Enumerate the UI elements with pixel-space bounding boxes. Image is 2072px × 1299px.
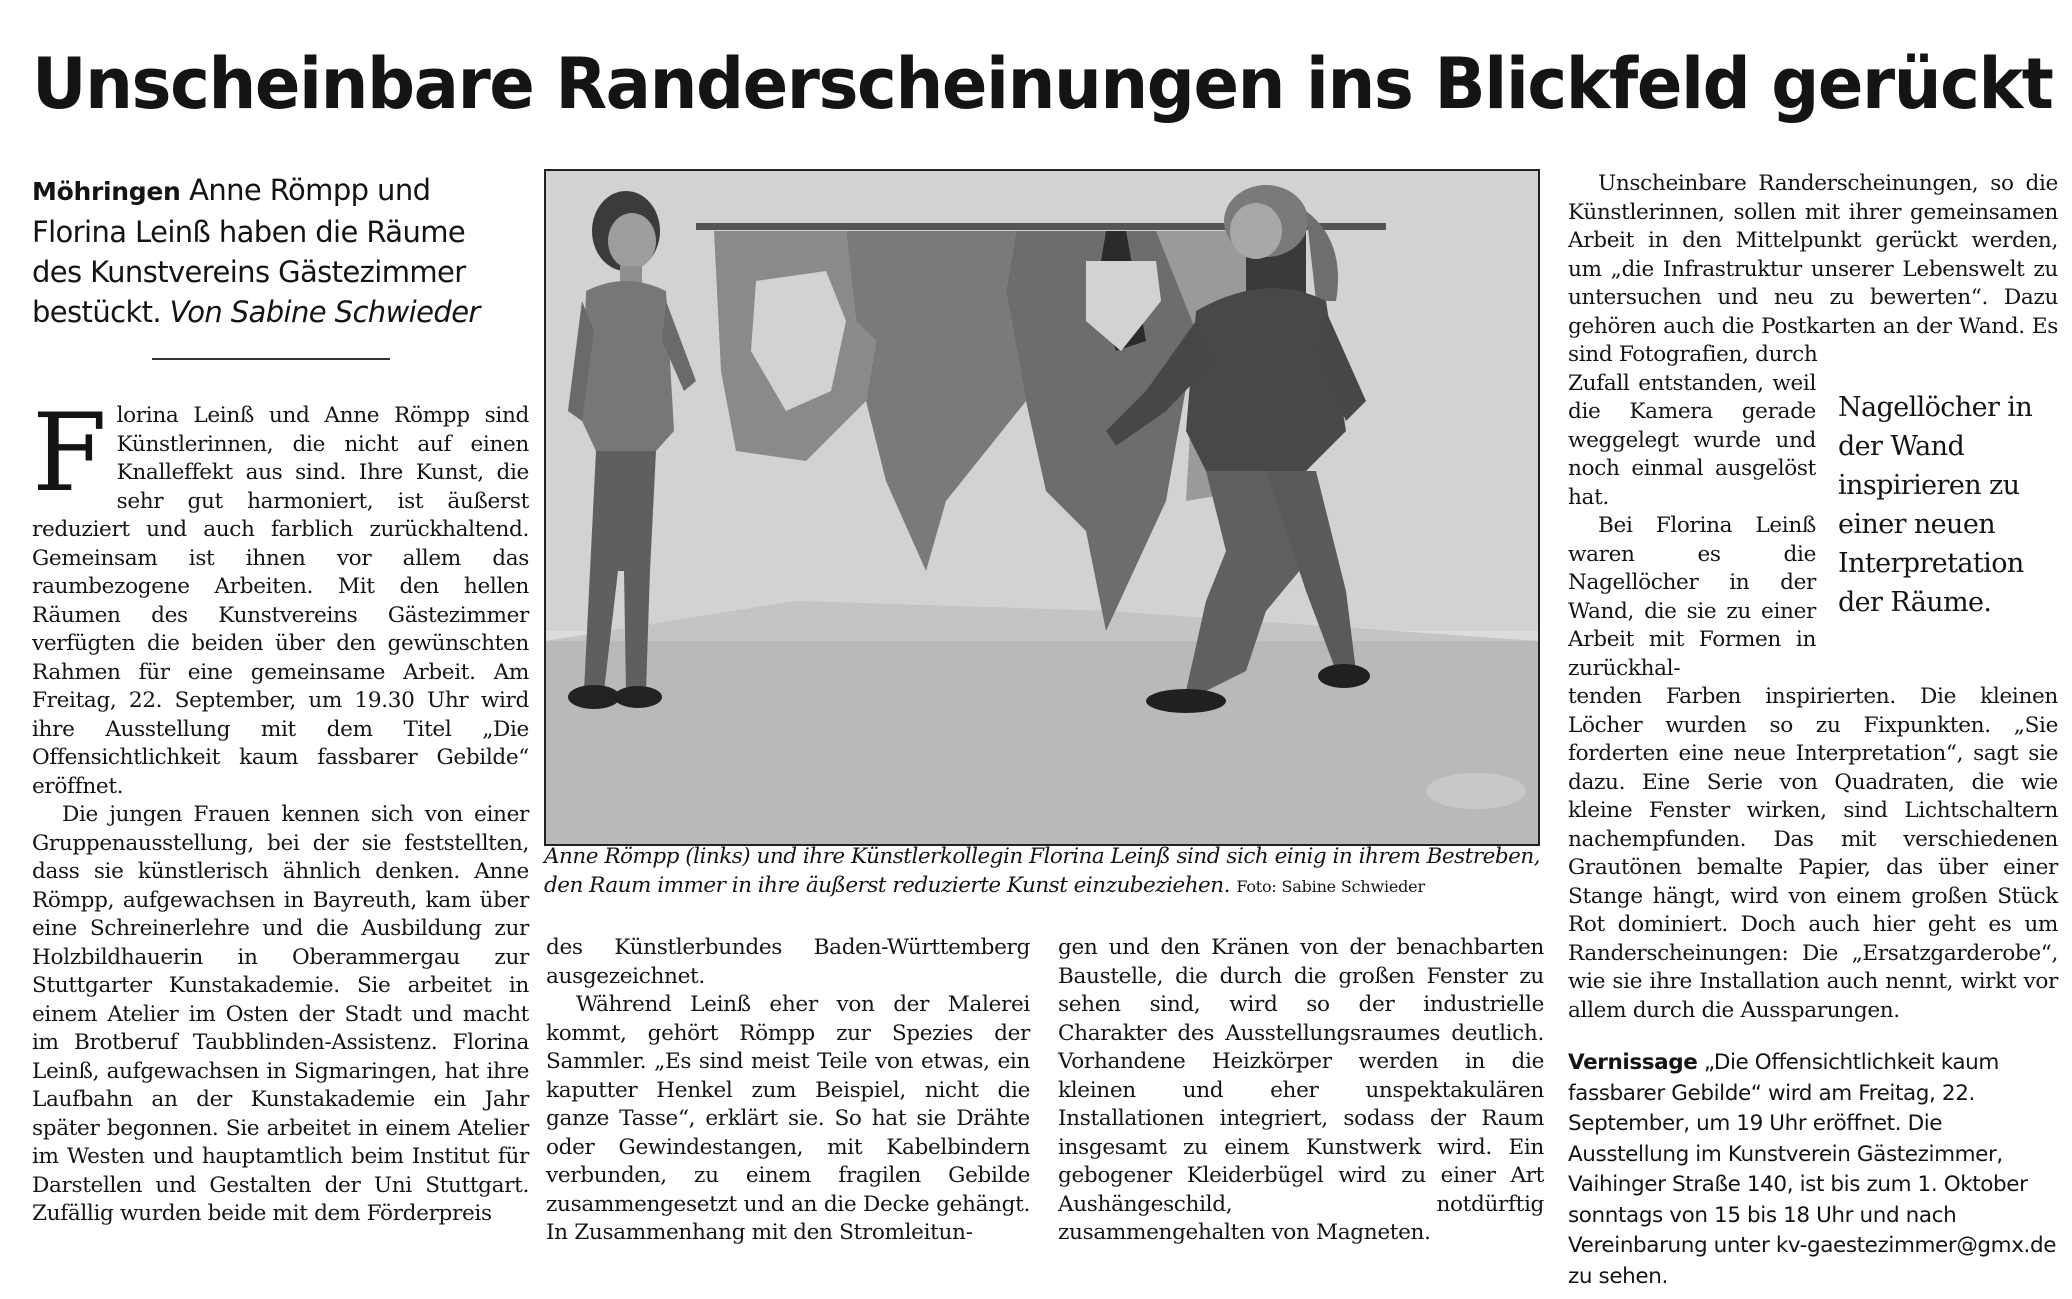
photo-credit: Foto: Sabine Schwieder	[1236, 877, 1425, 896]
byline: Von Sabine Schwieder	[169, 295, 480, 329]
wrapped-text	[1568, 370, 1816, 684]
caption-text: Anne Römpp (links) und ihre Künstlerkollegin Florina Leinß sind sich einig in ihrem Bestreben, den Raum immer in ihre äußerst reduzierte Kunst einzubeziehen.	[544, 844, 1540, 898]
article-paragraph: des Künstlerbundes Baden-Württemberg ausgezeichnet.	[546, 935, 1030, 989]
article-photo	[544, 169, 1540, 846]
article-paragraph: Bei Florina Leinß waren es die Nagellöcher in der Wand, die sie zu einer Arbeit mit Formen in zurückhal-	[1568, 513, 1816, 681]
teaser	[32, 170, 502, 332]
drop-cap: F	[32, 391, 107, 516]
teaser-divider	[152, 358, 390, 360]
info-lead: Vernissage	[1568, 1050, 1698, 1075]
article-paragraph: Unscheinbare Randerscheinungen, so die Künstlerinnen, sollen mit ihrer gemeinsamen Arbeit in den Mittelpunkt gerückt werden, um „die Infrastruktur unserer Lebenswelt zu untersuchen und neu zu bewerten“. Dazu gehören auch die Postkarten an der Wand. Es sind Fotografien, durch	[1568, 171, 2058, 367]
article-paragraph: gen und den Kränen von der benachbarten Baustelle, die durch die großen Fenster zu sehen sind, wird so der industrielle Charakter des Ausstellungsraumes deutlich. Vorhandene Heizkörper werden in die kleinen und eher unspektakulären Installationen integriert, sodass der Raum insgesamt zu einem Kunstwerk wird. Ein gebogener Kleiderbügel wird zu einer Art Aushängeschild, notdürftig zusammengehalten von Magneten.	[1058, 935, 1544, 1245]
photo-image	[546, 171, 1538, 844]
pull-quote: Nagellöcher in der Wand inspirieren zu einer neuen Interpretation der Räume.	[1838, 392, 2033, 618]
paragraph-text: lorina Leinß und Anne Römpp sind Künstlerinnen, die nicht auf einen Knalleffekt aus sind. Ihre Kunst, die sehr gut harmoniert, ist äußerst reduziert und auch farblich zurückhaltend. Gemeinsam ist ihnen vor allem das raumbezogene Arbeiten. Mit den hellen Räumen des Kunstvereins Gästezimmer verfügten die beiden über den gewünschten Rahmen für eine gemeinsame Arbeit. Am Freitag, 22. September, um 19.30 Uhr wird ihre Ausstellung mit dem Titel „Die Offensichtlichkeit kaum fassbarer Gebilde“ eröffnet.	[32, 403, 529, 799]
article-paragraph: Zufall entstanden, weil die Kamera gerade weggelegt wurde und noch einmal ausgelöst hat.	[1568, 370, 1816, 510]
article-column-1	[32, 391, 529, 1229]
headline: Unscheinbare Randerscheinungen ins Blickfeld gerückt	[32, 43, 2053, 125]
article-column-3	[1058, 934, 1544, 1248]
info-box	[1568, 1048, 2058, 1292]
teaser-location: Möhringen	[32, 177, 181, 206]
article-column-2	[546, 934, 1030, 1248]
info-text: „Die Offensichtlichkeit kaum fassbarer Gebilde“ wird am Freitag, 22. September, um 19 Uhr eröffnet. Die Ausstellung im Kunstverein Gästezimmer, Vaihinger Straße 140, ist bis zum 1. Oktober sonntags von 15 bis 18 Uhr und nach Vereinbarung unter kv-gaestezimmer@gmx.de zu sehen.	[1568, 1050, 2057, 1289]
article-paragraph: Während Leinß eher von der Malerei kommt, gehört Römpp zur Spezies der Sammler. „Es sind meist Teile von etwas, ein kaputter Henkel zum Beispiel, nicht die ganze Tasse“, erklärt sie. So hat sie Drähte oder Gewindestangen, mit Kabelbindern verbunden, zu einem fragilen Gebilde zusammengesetzt und an die Decke gehängt. In Zusammenhang mit den Stromleitun-	[546, 992, 1030, 1245]
teaser-text: Anne Römpp und Florina Leinß haben die Räume des Kunstvereins Gästezimmer bestückt.	[32, 173, 466, 329]
photo-caption	[544, 842, 1540, 901]
article-paragraph: tenden Farben inspirierten. Die kleinen Löcher wurden so zu Fixpunkten. „Sie forderten eine neue Interpretation“, sagt sie dazu. Eine Serie von Quadraten, die wie kleine Fenster wirken, sind Lichtschaltern nachempfunden. Das mit verschiedenen Grautönen bemalte Papier, das über einer Stange hängt, wird von einem großen Stück Rot dominiert. Doch auch hier geht es um Randerscheinungen: Die „Ersatzgarderobe“, wie sie ihre Installation auch nennt, wirkt vor allem durch die Aussparungen.	[1568, 684, 2058, 1023]
article-paragraph: Die jungen Frauen kennen sich von einer Gruppenausstellung, bei der sie feststellten, dass sie künstlerisch ähnlich denken. Anne Römpp, aufgewachsen in Bayreuth, kam über eine Schreinerlehre und die Ausbildung zur Holzbildhauerin in Oberammergau zur Stuttgarter Kunstakademie. Sie arbeitet in einem Atelier im Osten der Stadt und macht im Brotberuf Taubblinden-Assistenz. Florina Leinß, aufgewachsen in Sigmaringen, hat ihre Laufbahn an der Kunstakademie ein Jahr später begonnen. Sie arbeitet in einem Atelier im Westen und hauptamtlich beim Institut für Darstellen und Gestalten der Uni Stuttgart. Zufällig wurden beide mit dem Förderpreis	[32, 802, 529, 1226]
article-paragraph	[32, 391, 529, 801]
